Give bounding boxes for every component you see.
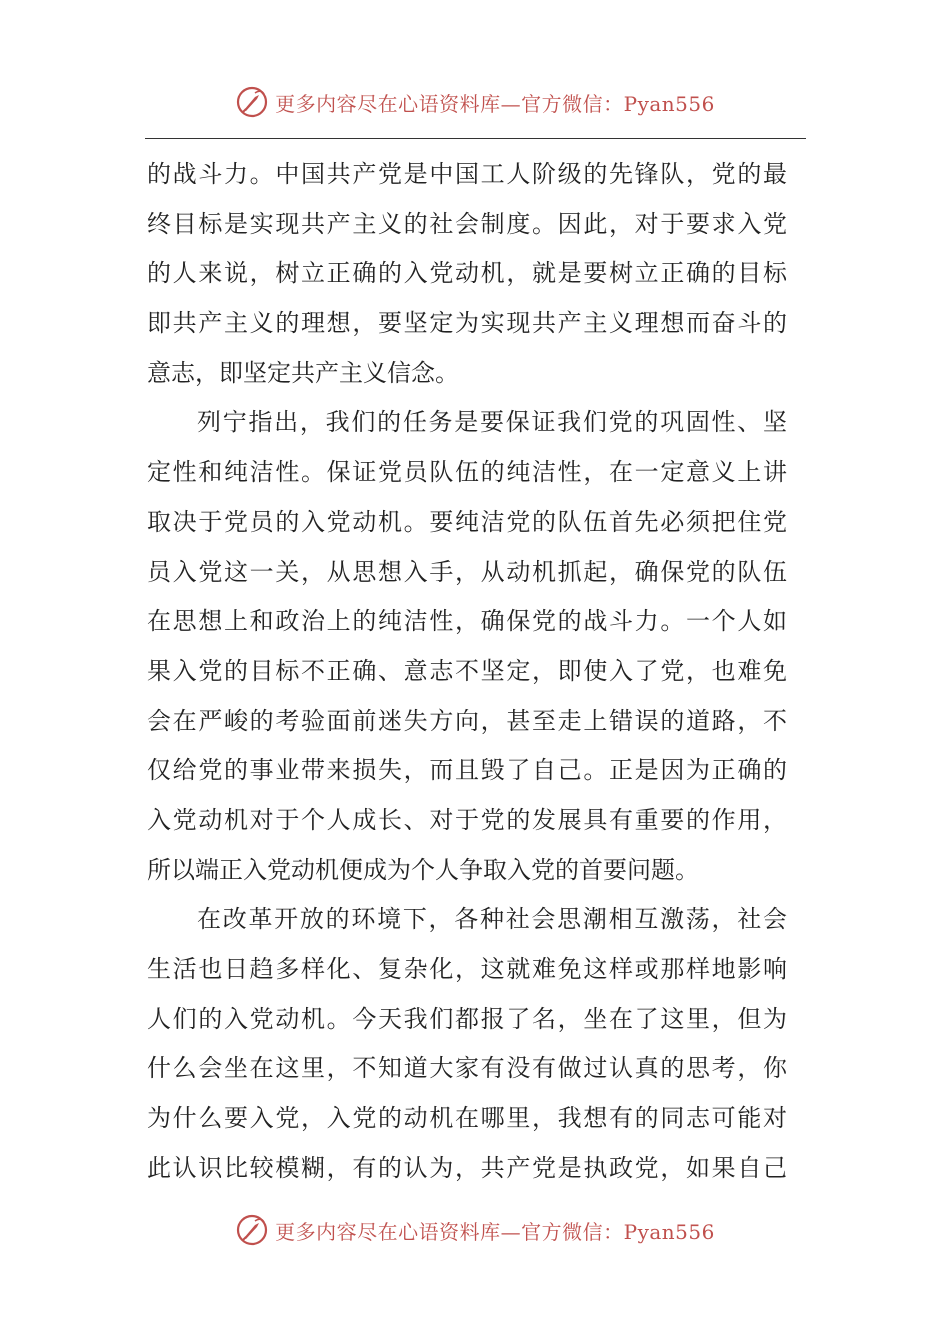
header-banner-main: 更多内容尽在心语资料库 [275, 91, 501, 116]
header-divider [145, 138, 806, 139]
footer-banner-inner [235, 1213, 715, 1247]
paragraph-2 [147, 398, 787, 895]
footer-banner-main: 更多内容尽在心语资料库 [275, 1219, 501, 1244]
footer-banner-text [275, 1216, 715, 1245]
footer-banner [0, 1210, 950, 1250]
footer-banner-dash: — [500, 1219, 522, 1244]
header-banner [0, 82, 950, 122]
pen-nib-logo-icon [235, 1213, 269, 1247]
text-line: 定性和纯洁性。保证党员队伍的纯洁性，在一定意义上讲 [147, 458, 787, 487]
text-line: 此认识比较模糊，有的认为，共产党是执政党，如果自己 [147, 1153, 787, 1182]
text-line: 的人来说，树立正确的入党动机，就是要树立正确的目标 [147, 259, 787, 288]
text-line: 意志，即坚定共产主义信念。 [147, 358, 459, 387]
text-line: 什么会坐在这里，不知道大家有没有做过认真的思考，你 [147, 1054, 787, 1083]
text-line: 列宁指出，我们的任务是要保证我们党的巩固性、坚 [197, 408, 787, 437]
text-line: 取决于党员的入党动机。要纯洁党的队伍首先必须把住党 [147, 507, 787, 536]
footer-banner-wechat: 官方微信：Pyan556 [521, 1219, 715, 1244]
text-line: 人们的入党动机。今天我们都报了名，坐在了这里，但为 [147, 1004, 787, 1033]
text-line: 员入党这一关，从思想入手，从动机抓起，确保党的队伍 [147, 557, 787, 586]
header-banner-dash: — [500, 91, 522, 116]
text-line: 仅给党的事业带来损失，而且毁了自己。正是因为正确的 [147, 756, 787, 785]
text-line: 为什么要入党，入党的动机在哪里，我想有的同志可能对 [147, 1104, 787, 1133]
text-line: 即共产主义的理想，要坚定为实现共产主义理想而奋斗的 [147, 309, 787, 338]
text-line: 会在严峻的考验面前迷失方向，甚至走上错误的道路，不 [147, 706, 787, 735]
text-line: 在改革开放的环境下，各种社会思潮相互激荡，社会 [197, 905, 787, 934]
text-line: 所以端正入党动机便成为个人争取入党的首要问题。 [147, 855, 699, 884]
header-banner-wechat: 官方微信：Pyan556 [521, 91, 715, 116]
paragraph-1 [147, 150, 787, 398]
header-banner-text [275, 88, 715, 117]
text-line: 果入党的目标不正确、意志不坚定，即使入了党，也难免 [147, 656, 787, 685]
text-line: 入党动机对于个人成长、对于党的发展具有重要的作用， [147, 805, 787, 834]
pen-nib-logo-icon [235, 85, 269, 119]
text-line: 生活也日趋多样化、复杂化，这就难免这样或那样地影响 [147, 955, 787, 983]
text-line: 在思想上和政治上的纯洁性，确保党的战斗力。一个人如 [147, 607, 787, 636]
header-banner-inner [235, 85, 715, 119]
text-line: 的战斗力。中国共产党是中国工人阶级的先锋队，党的最 [147, 160, 787, 188]
paragraph-3 [147, 895, 787, 1193]
document-body [147, 150, 787, 1193]
text-line: 终目标是实现共产主义的社会制度。因此，对于要求入党 [147, 209, 787, 238]
